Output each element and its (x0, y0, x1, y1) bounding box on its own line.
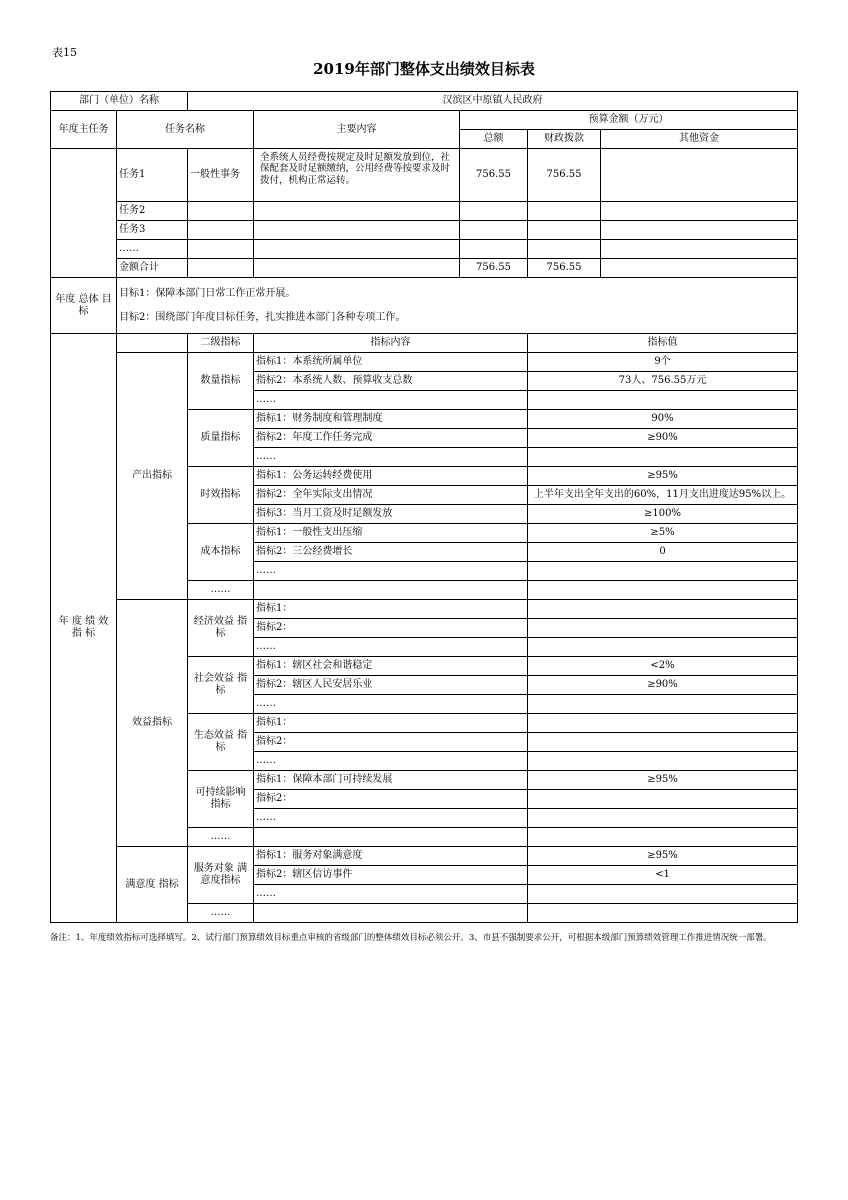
perf-sub-name: 时效指标 (188, 467, 254, 524)
sum-sub (188, 259, 254, 278)
perf-indicator-content: 指标2： (254, 619, 528, 638)
perf-indicator-content: 指标1： (254, 600, 528, 619)
goal-item: 目标1：保障本部门日常工作正常开展。 (119, 287, 296, 299)
header-content: 主要内容 (254, 111, 460, 149)
perf-sub-more: …… (188, 828, 254, 847)
task-sub: 一般性事务 (188, 149, 254, 202)
perf-indicator-value (528, 714, 798, 733)
task-name: 任务1 (117, 149, 188, 202)
task-content (254, 202, 460, 221)
perf-indicator-content: 指标1：服务对象满意度 (254, 847, 528, 866)
perf-indicator-value (528, 809, 798, 828)
main-task-cell (51, 149, 117, 278)
task-name: …… (117, 240, 188, 259)
perf-indicator-value (528, 790, 798, 809)
perf-indicator-value (528, 619, 798, 638)
perf-indicator-content: 指标1：公务运转经费使用 (254, 467, 528, 486)
perf-indicator-content: 指标1：保障本部门可持续发展 (254, 771, 528, 790)
perf-indicator-content: …… (254, 448, 528, 467)
perf-sub-name: 数量指标 (188, 353, 254, 410)
perf-sub-name: 生态效益 指标 (188, 714, 254, 771)
perf-indicator-content: 指标2：辖区信访事件 (254, 866, 528, 885)
perf-indicator-value: 0 (528, 543, 798, 562)
task-name: 任务2 (117, 202, 188, 221)
perf-sub-name: 经济效益 指标 (188, 600, 254, 657)
perf-group-name: 满意度 指标 (117, 847, 188, 923)
perf-sub-name: 服务对象 满意度指标 (188, 847, 254, 904)
task-name: 任务3 (117, 221, 188, 240)
perf-indicator-value (528, 828, 798, 847)
task-total (460, 240, 528, 259)
header-task-name: 任务名称 (117, 111, 254, 149)
perf-header-content: 指标内容 (254, 334, 528, 353)
task-fiscal (528, 240, 601, 259)
perf-indicator-value: 9个 (528, 353, 798, 372)
perf-indicator-content (254, 904, 528, 923)
perf-indicator-content: …… (254, 809, 528, 828)
perf-indicator-content: 指标1：本系统所属单位 (254, 353, 528, 372)
perf-header-level2: 二级指标 (188, 334, 254, 353)
sum-other (601, 259, 798, 278)
performance-target-table (50, 91, 798, 923)
goal-item: 目标2：围绕部门年度目标任务，扎实推进本部门各种专项工作。 (119, 311, 406, 323)
perf-sub-more: …… (188, 581, 254, 600)
header-other: 其他资金 (601, 130, 798, 149)
perf-indicator-value (528, 562, 798, 581)
perf-indicator-value (528, 391, 798, 410)
perf-sub-more: …… (188, 904, 254, 923)
task-content (254, 221, 460, 240)
annual-goals-label: 年度 总体 目标 (51, 278, 117, 334)
perf-indicator-value (528, 885, 798, 904)
perf-indicator-content: …… (254, 562, 528, 581)
perf-sub-name: 质量指标 (188, 410, 254, 467)
perf-indicator-content: …… (254, 885, 528, 904)
perf-indicator-content (254, 581, 528, 600)
perf-sub-name: 可持续影响 指标 (188, 771, 254, 828)
perf-indicator-value (528, 600, 798, 619)
footnote: 备注：1、年度绩效指标可选择填写。2、试行部门预算绩效目标重点审核的省级部门的整体绩效目标必须公开。3、市县不强制要求公开，可根据本级部门预算绩效管理工作推进情况统一部署。 (50, 933, 772, 943)
perf-indicator-content: …… (254, 695, 528, 714)
perf-indicator-value: ≥90% (528, 676, 798, 695)
task-content (254, 240, 460, 259)
task-other (601, 149, 798, 202)
perf-indicator-value: ≥5% (528, 524, 798, 543)
task-total: 756.55 (460, 149, 528, 202)
perf-indicator-content: 指标2： (254, 733, 528, 752)
perf-indicator-value: ≥95% (528, 847, 798, 866)
perf-indicator-content: 指标1：财务制度和管理制度 (254, 410, 528, 429)
perf-indicator-content: 指标1： (254, 714, 528, 733)
task-fiscal (528, 221, 601, 240)
dept-value: 汉滨区中原镇人民政府 (188, 92, 798, 111)
perf-indicator-value: <2% (528, 657, 798, 676)
sum-label: 金额合计 (117, 259, 188, 278)
perf-indicator-value: ≥95% (528, 771, 798, 790)
header-budget: 预算金额（万元） (460, 111, 798, 130)
perf-indicator-value (528, 695, 798, 714)
perf-indicator-value: ≥100% (528, 505, 798, 524)
task-other (601, 221, 798, 240)
task-fiscal (528, 202, 601, 221)
perf-sub-name: 成本指标 (188, 524, 254, 581)
perf-indicator-content: 指标2：年度工作任务完成 (254, 429, 528, 448)
perf-indicator-value: ≥90% (528, 429, 798, 448)
header-main-task: 年度主任务 (51, 111, 117, 149)
perf-indicator-content: …… (254, 752, 528, 771)
perf-indicator-content: 指标2：全年实际支出情况 (254, 486, 528, 505)
perf-indicator-content: 指标2：辖区人民安居乐业 (254, 676, 528, 695)
task-fiscal: 756.55 (528, 149, 601, 202)
perf-indicator-content: …… (254, 638, 528, 657)
perf-indicator-value (528, 581, 798, 600)
perf-indicator-value (528, 638, 798, 657)
sum-fiscal: 756.55 (528, 259, 601, 278)
perf-indicator-value: ≥95% (528, 467, 798, 486)
perf-indicator-value: 90% (528, 410, 798, 429)
page-title: 2019年部门整体支出绩效目标表 (313, 60, 535, 78)
perf-group-name: 产出指标 (117, 353, 188, 600)
perf-label: 年 度 绩 效 指 标 (51, 334, 117, 923)
perf-indicator-value (528, 448, 798, 467)
perf-indicator-value: 上半年支出全年支出的60%，11月支出进度达95%以上。 (528, 486, 798, 505)
sum-total: 756.55 (460, 259, 528, 278)
task-sub (188, 202, 254, 221)
task-total (460, 202, 528, 221)
perf-indicator-content: …… (254, 391, 528, 410)
perf-indicator-content (254, 828, 528, 847)
perf-indicator-content: 指标1：辖区社会和谐稳定 (254, 657, 528, 676)
header-fiscal: 财政拨款 (528, 130, 601, 149)
perf-indicator-value (528, 733, 798, 752)
annual-goals (117, 278, 798, 334)
perf-indicator-content: 指标1：一般性支出压缩 (254, 524, 528, 543)
task-total (460, 221, 528, 240)
task-other (601, 240, 798, 259)
perf-indicator-content: 指标3：当月工资及时足额发放 (254, 505, 528, 524)
task-sub (188, 221, 254, 240)
form-number: 表15 (52, 46, 77, 59)
perf-indicator-value (528, 752, 798, 771)
task-sub (188, 240, 254, 259)
perf-indicator-value: 73人、756.55万元 (528, 372, 798, 391)
perf-header-value: 指标值 (528, 334, 798, 353)
perf-indicator-value (528, 904, 798, 923)
perf-indicator-value: <1 (528, 866, 798, 885)
perf-sub-name: 社会效益 指标 (188, 657, 254, 714)
perf-header-blank (117, 334, 188, 353)
task-other (601, 202, 798, 221)
header-total: 总额 (460, 130, 528, 149)
perf-indicator-content: 指标2：本系统人数、预算收支总数 (254, 372, 528, 391)
sum-content (254, 259, 460, 278)
task-content: 全系统人员经费按规定及时足额发放到位，社保配套及时足额缴纳，公用经费等按要求及时拨付，机构正常运转。 (254, 149, 460, 202)
dept-label: 部门（单位）名称 (51, 92, 188, 111)
perf-indicator-content: 指标2：三公经费增长 (254, 543, 528, 562)
perf-indicator-content: 指标2： (254, 790, 528, 809)
perf-group-name: 效益指标 (117, 600, 188, 847)
